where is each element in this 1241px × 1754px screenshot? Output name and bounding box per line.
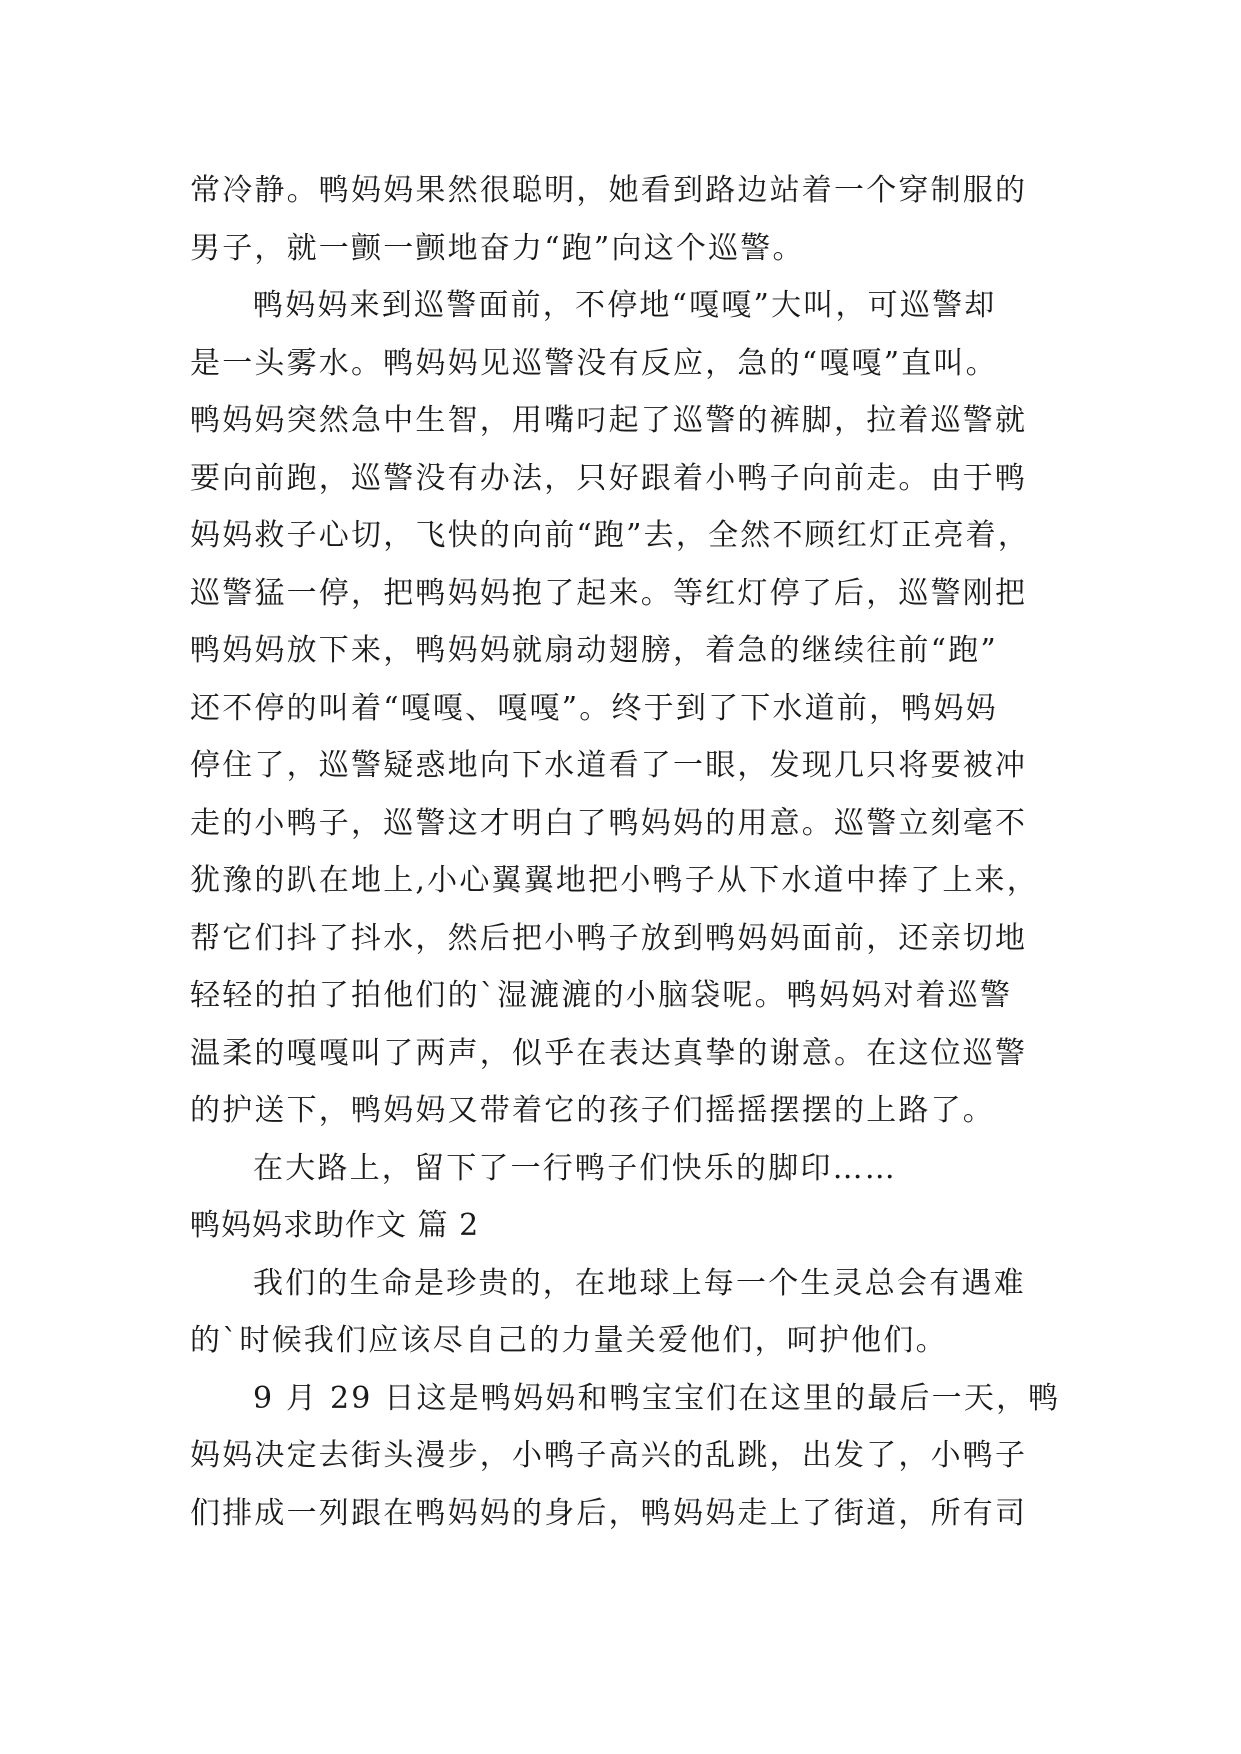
text-line: 巡警猛一停，把鸭妈妈抱了起来。等红灯停了后，巡警刚把	[190, 575, 1028, 611]
text-line: 们排成一列跟在鸭妈妈的身后，鸭妈妈走上了街道，所有司	[190, 1495, 1028, 1531]
text-line: 温柔的嘎嘎叫了两声，似乎在表达真挚的谢意。在这位巡警	[190, 1035, 1028, 1071]
text-line: 走的小鸭子，巡警这才明白了鸭妈妈的用意。巡警立刻毫不	[190, 805, 1028, 841]
text-line: 鸭妈妈突然急中生智，用嘴叼起了巡警的裤脚，拉着巡警就	[190, 403, 1028, 438]
text-line: 帮它们抖了抖水，然后把小鸭子放到鸭妈妈面前，还亲切地	[190, 920, 1028, 956]
paragraph-start-line: 9 月 29 日这是鸭妈妈和鸭宝宝们在这里的最后一天，鸭	[253, 1380, 1061, 1416]
paragraph-start-line: 我们的生命是珍贵的，在地球上每一个生灵总会有遇难	[253, 1265, 1026, 1301]
document-body	[190, 162, 1061, 1542]
text-line: 停住了，巡警疑惑地向下水道看了一眼，发现几只将要被冲	[190, 748, 1028, 783]
text-line: 的护送下，鸭妈妈又带着它的孩子们摇摇摆摆的上路了。	[190, 1093, 995, 1128]
text-line: 要向前跑，巡警没有办法，只好跟着小鸭子向前走。由于鸭	[190, 460, 1028, 496]
text-line: 常冷静。鸭妈妈果然很聪明，她看到路边站着一个穿制服的	[190, 173, 1028, 208]
paragraph-start-line: 在大路上，留下了一行鸭子们快乐的脚印……	[253, 1150, 897, 1186]
section-heading: 鸭妈妈求助作文 篇 2	[190, 1208, 480, 1243]
text-line: 妈妈决定去街头漫步，小鸭子高兴的乱跳，出发了，小鸭子	[190, 1438, 1028, 1473]
text-line: 轻轻的拍了拍他们的`湿漉漉的小脑袋呢。鸭妈妈对着巡警	[190, 978, 1013, 1013]
text-line: 犹豫的趴在地上,小心翼翼地把小鸭子从下水道中捧了上来，	[190, 863, 1039, 898]
text-line: 还不停的叫着“嘎嘎、嘎嘎”。终于到了下水道前，鸭妈妈	[190, 690, 998, 726]
text-line: 的`时候我们应该尽自己的力量关爱他们，呵护他们。	[190, 1323, 948, 1358]
paragraph-start-line: 鸭妈妈来到巡警面前，不停地“嘎嘎”大叫，可巡警却	[253, 288, 997, 323]
text-line: 男子，就一颤一颤地奋力“跑”向这个巡警。	[190, 230, 805, 266]
text-line: 鸭妈妈放下来，鸭妈妈就扇动翅膀，着急的继续往前“跑”	[190, 633, 998, 668]
text-line: 是一头雾水。鸭妈妈见巡警没有反应，急的“嘎嘎”直叫。	[190, 345, 998, 381]
text-line: 妈妈救子心切，飞快的向前“跑”去，全然不顾红灯正亮着，	[190, 518, 1031, 553]
